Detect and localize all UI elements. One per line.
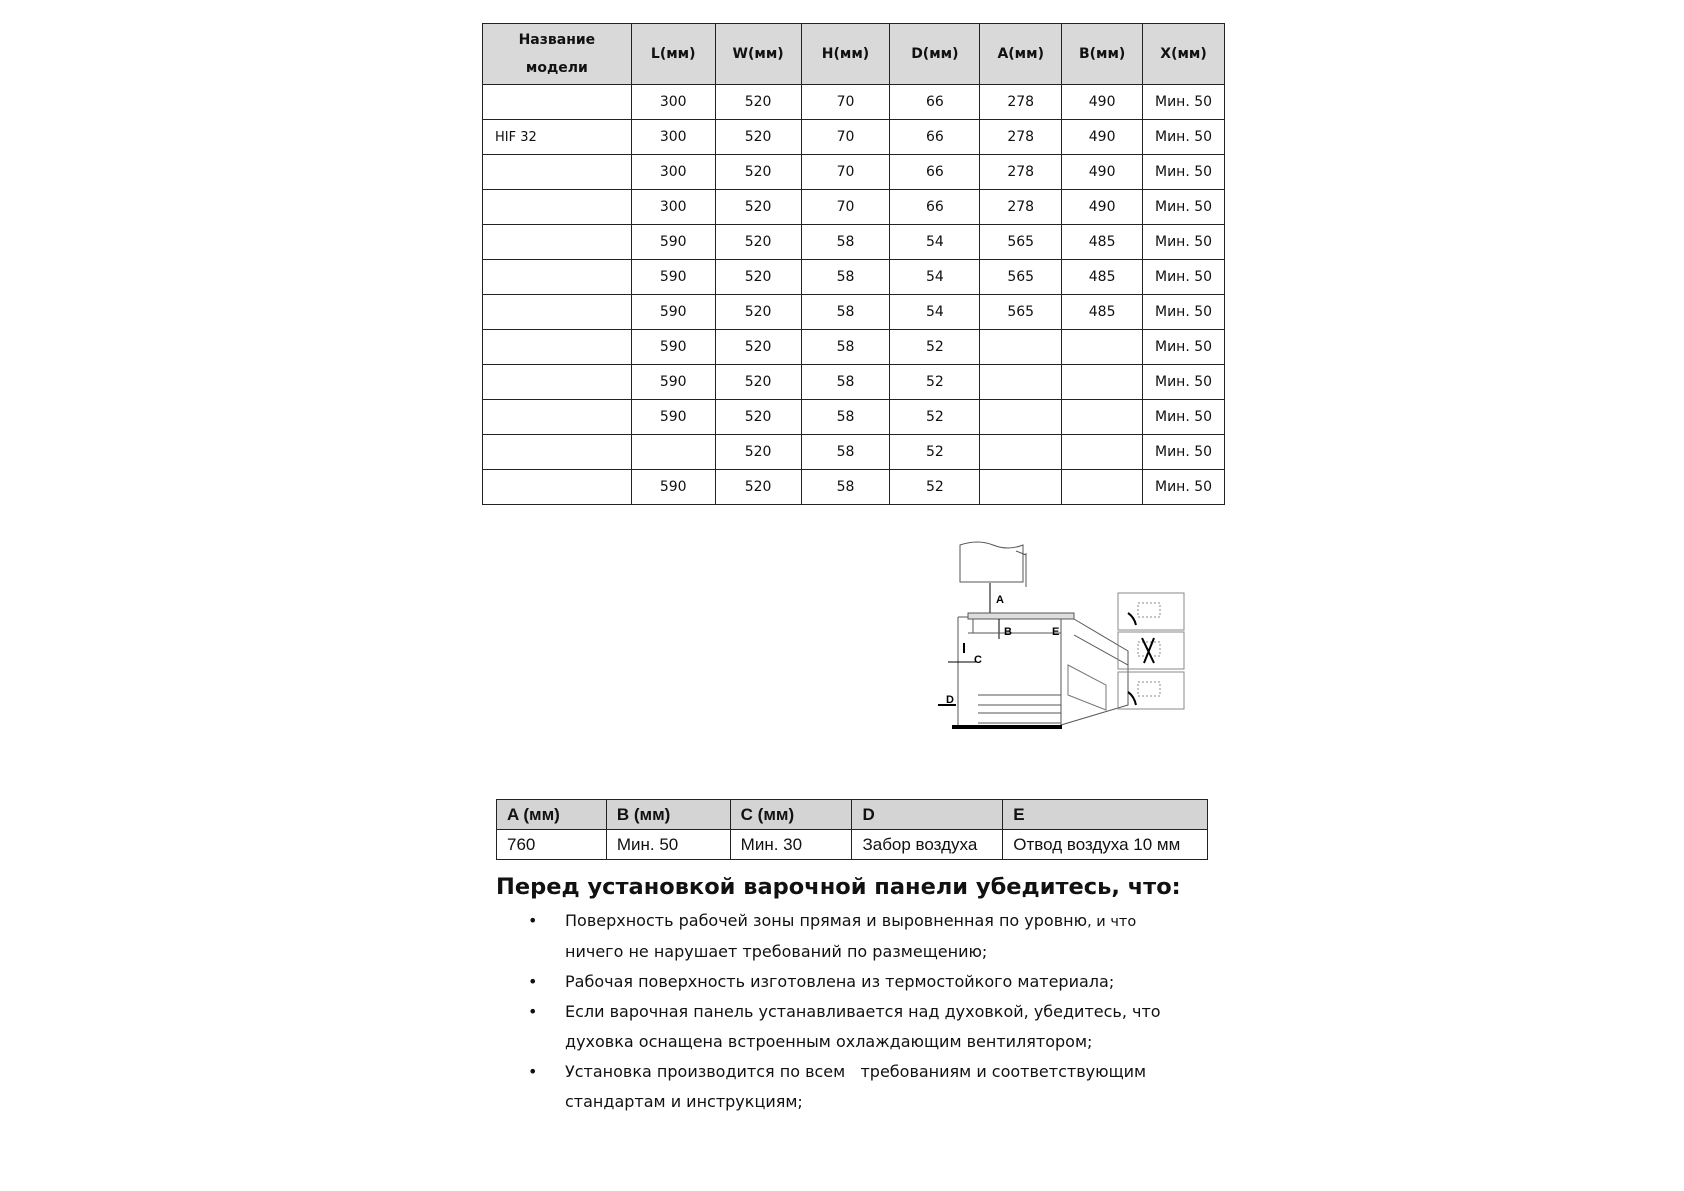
table-row (483, 260, 1225, 295)
table-row (483, 155, 1225, 190)
table-cell: 490 (1062, 190, 1143, 225)
table-row (483, 330, 1225, 365)
table-cell: 70 (801, 190, 890, 225)
table-cell: Мин. 50 (1143, 470, 1225, 505)
table-row (483, 470, 1225, 505)
checklist-item-text: Поверхность рабочей зоны прямая и выровненная по уровню (565, 911, 1088, 930)
table-cell: Мин. 50 (1143, 330, 1225, 365)
table-cell: 565 (980, 295, 1062, 330)
table-row (483, 190, 1225, 225)
dimensions-header-row (483, 24, 1225, 85)
table-cell: 485 (1062, 225, 1143, 260)
table-cell: 485 (1062, 295, 1143, 330)
header-col-2: W(мм) (715, 24, 801, 85)
checklist-item (522, 1057, 1161, 1117)
table-cell: 70 (801, 85, 890, 120)
table-cell: 58 (801, 260, 890, 295)
clearance-values-row (497, 830, 1208, 860)
table-cell: 520 (715, 190, 801, 225)
floor (952, 725, 1062, 729)
table-cell: 520 (715, 365, 801, 400)
checklist (522, 906, 1161, 1117)
bullet-icon: • (528, 1002, 538, 1021)
table-cell: 490 (1062, 85, 1143, 120)
table-cell: 520 (715, 225, 801, 260)
table-row (483, 365, 1225, 400)
clearance-header-2: C (мм) (730, 800, 852, 830)
table-cell: 490 (1062, 120, 1143, 155)
clearance-table (496, 799, 1208, 860)
table-cell: 66 (890, 120, 980, 155)
clearance-header-3: D (852, 800, 1003, 830)
header-col-4: D(мм) (890, 24, 980, 85)
label-e: E (1052, 626, 1060, 638)
bullet-icon: • (528, 972, 538, 991)
table-cell (980, 330, 1062, 365)
hob-top (968, 613, 1074, 619)
table-cell: 590 (631, 260, 715, 295)
checklist-heading: Перед установкой варочной панели убедитесь, что: (496, 874, 1181, 900)
table-cell: 520 (715, 400, 801, 435)
clearance-header-1: B (мм) (606, 800, 730, 830)
table-cell: 300 (631, 155, 715, 190)
table-cell: 66 (890, 155, 980, 190)
model-name-cell (483, 435, 632, 470)
table-cell: 590 (631, 330, 715, 365)
table-cell: 58 (801, 295, 890, 330)
table-cell: 520 (715, 260, 801, 295)
table-cell: 300 (631, 190, 715, 225)
label-d: D (946, 694, 954, 706)
checklist-item-text: Если варочная панель устанавливается над духовкой, убедитесь, что (565, 1002, 1161, 1021)
table-cell: 70 (801, 155, 890, 190)
installation-clearance-diagram (928, 525, 1198, 730)
table-row (483, 435, 1225, 470)
table-cell (1062, 365, 1143, 400)
dimensions-table (482, 23, 1225, 505)
model-name-cell (483, 470, 632, 505)
table-cell: 58 (801, 330, 890, 365)
clearance-header-4: E (1003, 800, 1208, 830)
table-cell: Мин. 50 (1143, 120, 1225, 155)
table-cell: 300 (631, 85, 715, 120)
table-cell: 590 (631, 400, 715, 435)
table-cell (980, 365, 1062, 400)
wall-cabinet (960, 542, 1023, 582)
table-cell: 52 (890, 400, 980, 435)
checklist-item-text-continued: ничего не нарушает требований по размещению; (565, 942, 988, 961)
model-name-cell (483, 260, 632, 295)
table-cell: 58 (801, 400, 890, 435)
header-col-7: X(мм) (1143, 24, 1225, 85)
model-name-cell (483, 155, 632, 190)
table-cell: 300 (631, 120, 715, 155)
bullet-icon: • (528, 1062, 538, 1081)
checklist-item-text-continued: стандартам и инструкциям; (565, 1092, 803, 1111)
bullet-icon: • (528, 911, 538, 930)
table-cell: 590 (631, 225, 715, 260)
table-cell: 52 (890, 365, 980, 400)
clearance-value-0: 760 (497, 830, 607, 860)
table-row (483, 225, 1225, 260)
table-cell: 66 (890, 85, 980, 120)
table-cell: Мин. 50 (1143, 155, 1225, 190)
table-cell (1062, 435, 1143, 470)
checklist-item-text: Рабочая поверхность изготовлена из термостойкого материала; (565, 972, 1115, 991)
table-cell: 52 (890, 330, 980, 365)
header-model-name: Название модели (483, 24, 632, 85)
table-cell: 520 (715, 435, 801, 470)
clearance-value-3: Забор воздуха (852, 830, 1003, 860)
table-cell (980, 400, 1062, 435)
table-cell: 565 (980, 225, 1062, 260)
table-cell: 490 (1062, 155, 1143, 190)
table-cell: 58 (801, 225, 890, 260)
model-name-cell (483, 365, 632, 400)
table-cell: 58 (801, 435, 890, 470)
table-cell: 520 (715, 470, 801, 505)
model-name-cell: HIF 32 (483, 120, 632, 155)
label-a: A (996, 594, 1004, 606)
clearance-value-2: Мин. 30 (730, 830, 852, 860)
table-cell: Мин. 50 (1143, 85, 1225, 120)
table-cell: 54 (890, 225, 980, 260)
table-cell: 590 (631, 365, 715, 400)
table-cell: Мин. 50 (1143, 365, 1225, 400)
table-row (483, 295, 1225, 330)
checklist-item (522, 997, 1161, 1057)
table-cell: 520 (715, 85, 801, 120)
model-name-cell (483, 295, 632, 330)
table-row (483, 85, 1225, 120)
table-cell: Мин. 50 (1143, 400, 1225, 435)
header-col-6: B(мм) (1062, 24, 1143, 85)
table-cell: 58 (801, 470, 890, 505)
table-cell: 66 (890, 190, 980, 225)
table-cell (631, 435, 715, 470)
table-cell (1062, 330, 1143, 365)
clearance-header-row (497, 800, 1208, 830)
table-cell: 52 (890, 470, 980, 505)
table-cell: 278 (980, 155, 1062, 190)
table-cell: 52 (890, 435, 980, 470)
table-row (483, 120, 1225, 155)
clearance-header-0: A (мм) (497, 800, 607, 830)
header-col-3: H(мм) (801, 24, 890, 85)
table-cell: 58 (801, 365, 890, 400)
table-cell: Мин. 50 (1143, 295, 1225, 330)
table-cell: 520 (715, 155, 801, 190)
model-name-cell (483, 225, 632, 260)
table-cell: 520 (715, 120, 801, 155)
table-cell: 278 (980, 190, 1062, 225)
checklist-item (522, 906, 1161, 967)
header-col-5: A(мм) (980, 24, 1062, 85)
checklist-item (522, 967, 1161, 997)
checklist-item-text-tail: , и что (1087, 914, 1137, 930)
table-cell: 520 (715, 295, 801, 330)
table-cell (980, 435, 1062, 470)
table-cell: 70 (801, 120, 890, 155)
table-cell: 590 (631, 470, 715, 505)
label-b: B (1004, 626, 1012, 638)
table-cell: 485 (1062, 260, 1143, 295)
header-col-1: L(мм) (631, 24, 715, 85)
table-cell: 520 (715, 330, 801, 365)
table-cell: Мин. 50 (1143, 225, 1225, 260)
table-cell (1062, 470, 1143, 505)
table-cell: 278 (980, 120, 1062, 155)
table-cell: 278 (980, 85, 1062, 120)
table-cell: 565 (980, 260, 1062, 295)
model-name-cell (483, 330, 632, 365)
clearance-value-4: Отвод воздуха 10 мм (1003, 830, 1208, 860)
table-cell (980, 470, 1062, 505)
table-cell: 54 (890, 260, 980, 295)
checklist-item-text: Установка производится по всем требованиям и соответствующим (565, 1062, 1147, 1081)
table-cell: Мин. 50 (1143, 435, 1225, 470)
clearance-value-1: Мин. 50 (606, 830, 730, 860)
table-cell: Мин. 50 (1143, 190, 1225, 225)
table-cell: Мин. 50 (1143, 260, 1225, 295)
label-c: C (974, 654, 982, 666)
table-cell: 54 (890, 295, 980, 330)
table-row (483, 400, 1225, 435)
model-name-cell (483, 190, 632, 225)
checklist-item-text-continued: духовка оснащена встроенным охлаждающим вентилятором; (565, 1032, 1093, 1051)
model-name-cell (483, 400, 632, 435)
model-name-cell (483, 85, 632, 120)
table-cell (1062, 400, 1143, 435)
table-cell: 590 (631, 295, 715, 330)
